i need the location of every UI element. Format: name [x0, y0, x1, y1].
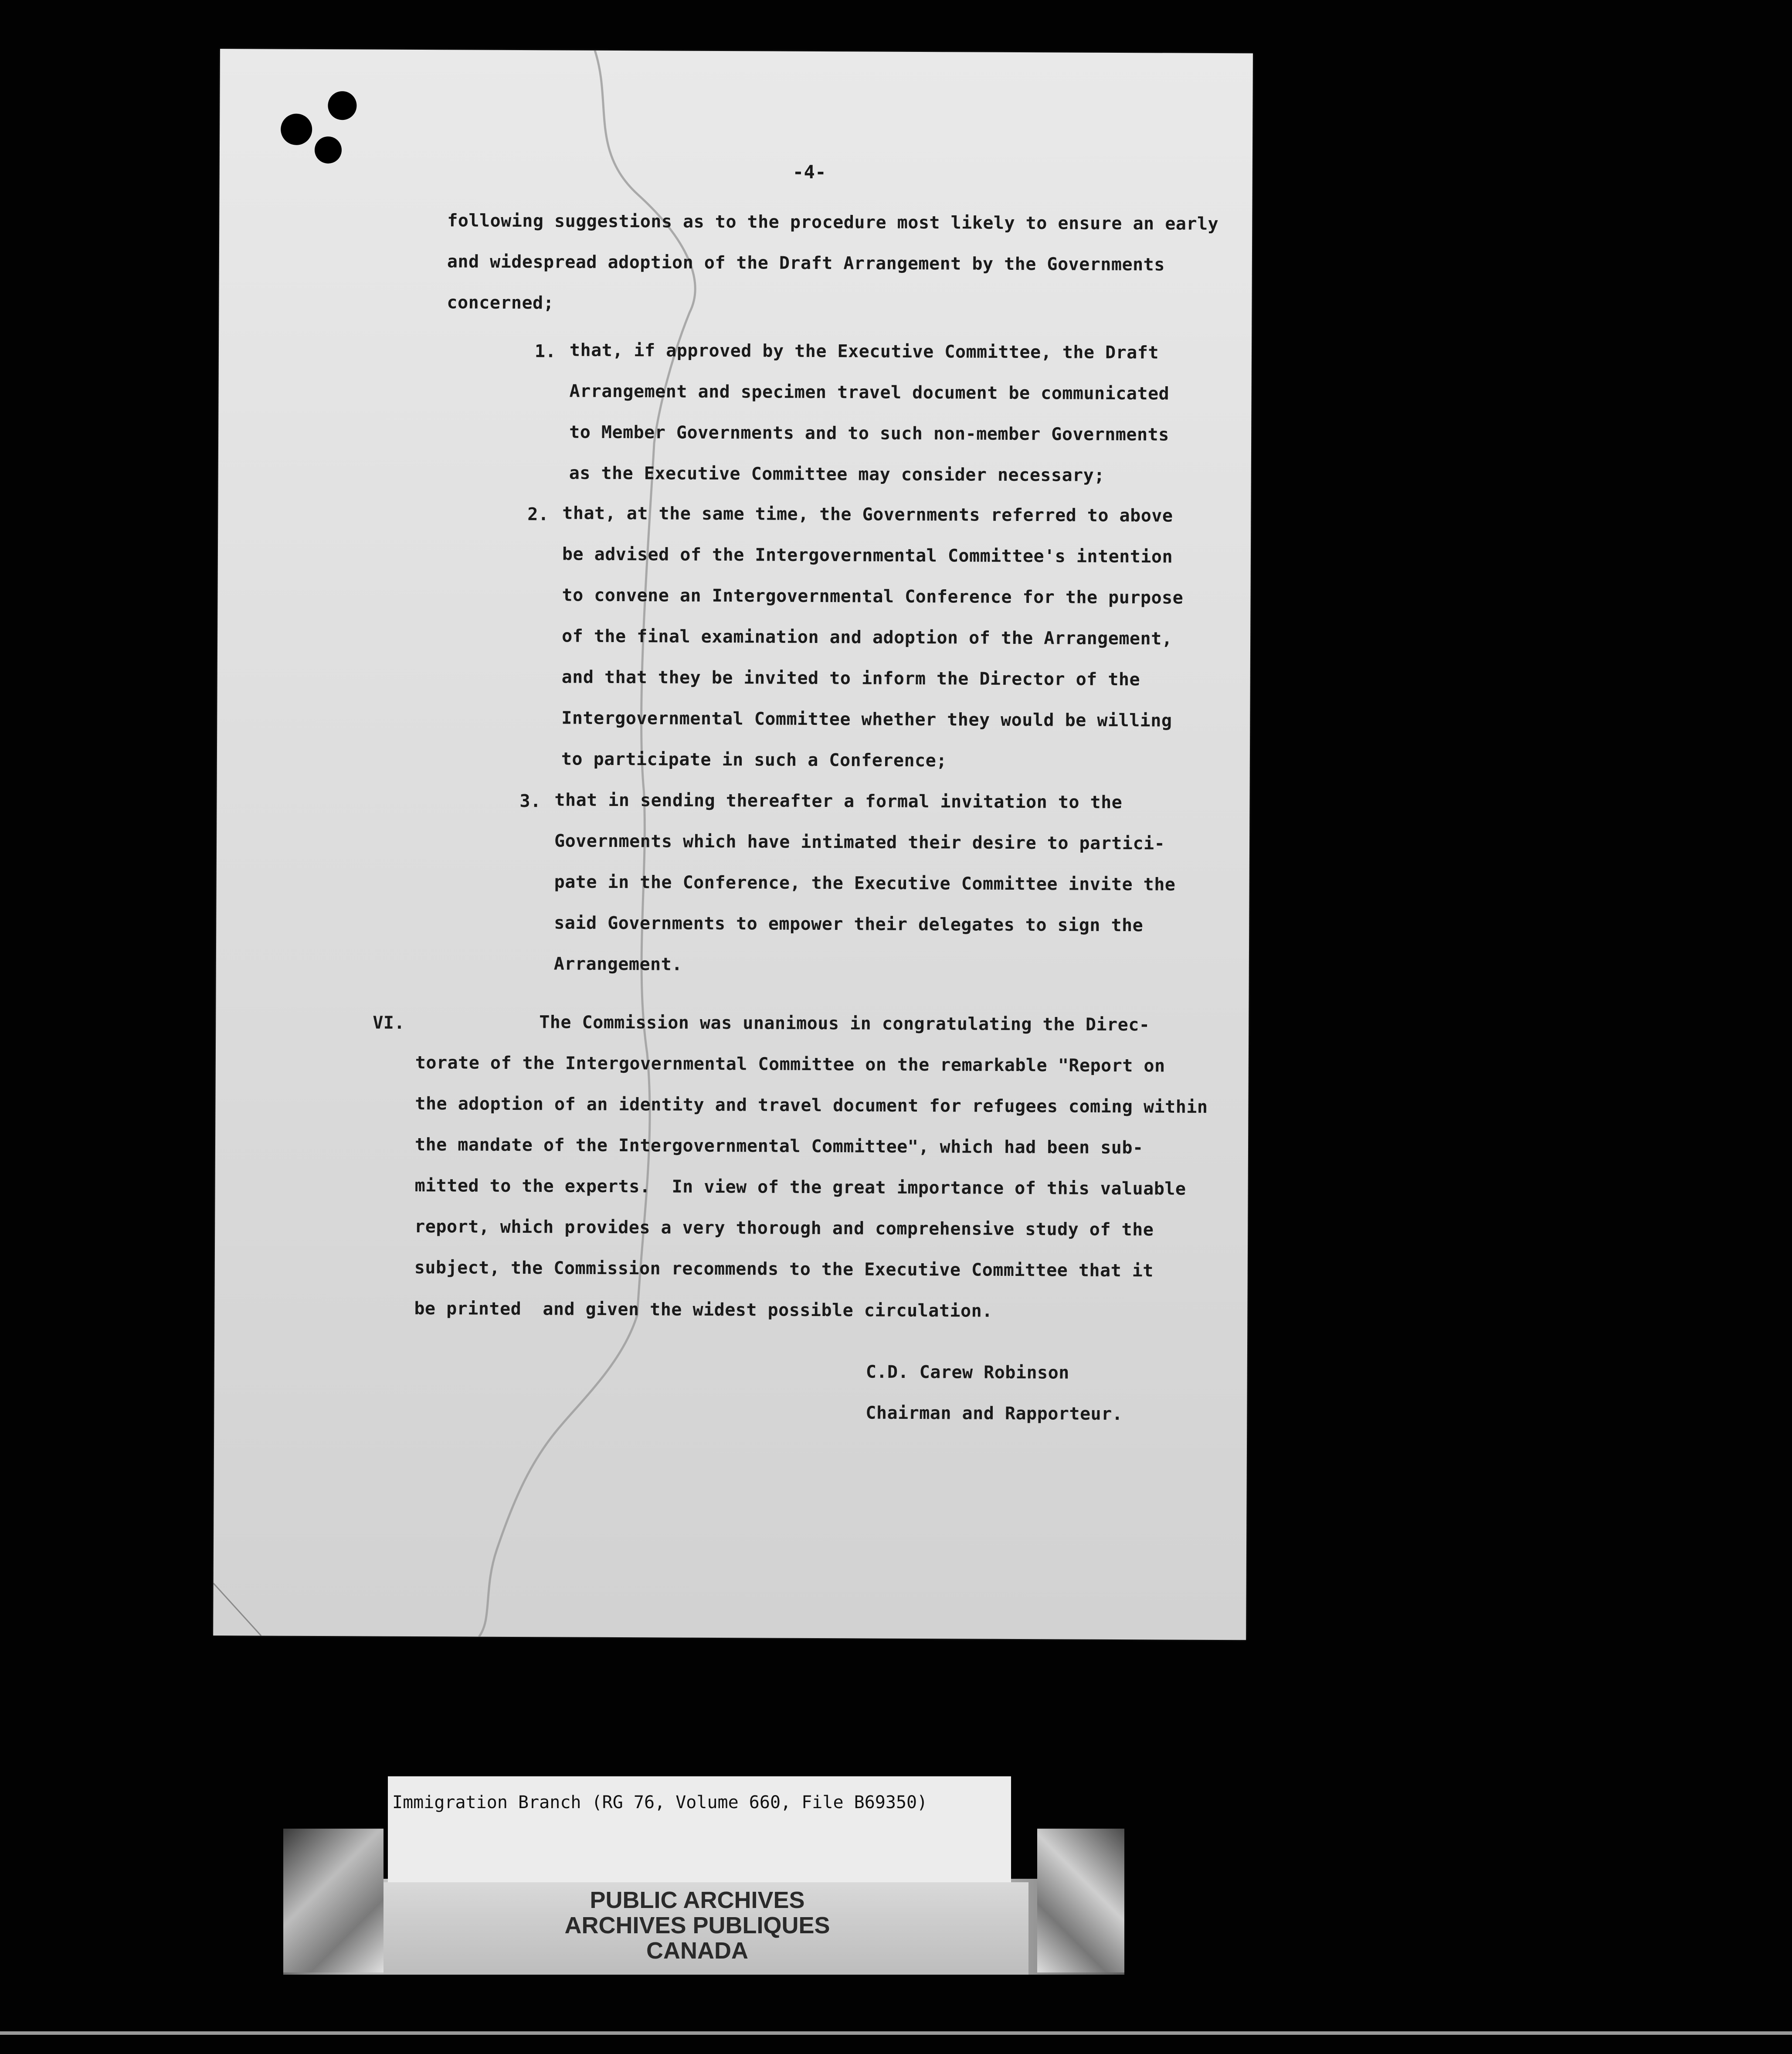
signatory-title: Chairman and Rapporteur. [865, 1403, 1123, 1425]
archive-label-edge [283, 1829, 384, 1972]
signatory-name: C.D. Carew Robinson [865, 1362, 1069, 1383]
punch-hole [315, 136, 342, 163]
archive-label-edge [1037, 1829, 1124, 1972]
intro-line: and widespread adoption of the Draft Arrangement by the Governments [447, 252, 1165, 275]
item-line: to participate in such a Conference; [561, 749, 947, 771]
section-line: torate of the Intergovernmental Committee on the remarkable "Report on [415, 1052, 1165, 1076]
item-line: said Governments to empower their delegates to sign the [554, 913, 1144, 936]
item-line: as the Executive Committee may consider necessary; [569, 463, 1105, 486]
item-line: and that they be invited to inform the Director of the [561, 667, 1140, 690]
item-line: of the final examination and adoption of the Arrangement, [562, 626, 1173, 649]
archive-stamp-line: PUBLIC ARCHIVES [590, 1887, 805, 1913]
typed-document-page [213, 49, 1253, 1640]
section-line: report, which provides a very thorough and comprehensive study of the [414, 1216, 1154, 1240]
section-line: be printed and given the widest possible circulation. [414, 1298, 993, 1321]
section-line: mitted to the experts. In view of the great importance of this valuable [414, 1175, 1186, 1199]
section-line: the mandate of the Intergovernmental Committee", which had been sub- [414, 1134, 1144, 1158]
section-line: the adoption of an identity and travel document for refugees coming within [415, 1093, 1208, 1117]
section-line: The Commission was unanimous in congratulating the Direc- [539, 1012, 1150, 1035]
item-line: Governments which have intimated their desire to partici- [554, 831, 1165, 854]
item-line: to convene an Intergovernmental Conference for the purpose [562, 585, 1184, 608]
item-line: that, at the same time, the Governments referred to above [562, 503, 1173, 526]
section-number: VI. [373, 1013, 405, 1033]
archive-stamp-line: ARCHIVES PUBLIQUES [564, 1912, 830, 1938]
intro-line: concerned; [447, 292, 554, 313]
item-number: 1. [534, 341, 557, 362]
punch-hole [328, 91, 356, 120]
item-number: 2. [527, 504, 549, 525]
item-line: that in sending thereafter a formal invitation to the [554, 790, 1123, 813]
item-line: that, if approved by the Executive Committee, the Draft [569, 340, 1159, 363]
item-line: Intergovernmental Committee whether they would be willing [561, 708, 1172, 731]
archive-reference: Immigration Branch (RG 76, Volume 660, File B69350) [392, 1792, 928, 1813]
item-line: pate in the Conference, the Executive Committee invite the [554, 872, 1176, 895]
intro-line: following suggestions as to the procedure most likely to ensure an early [447, 211, 1219, 235]
item-line: be advised of the Intergovernmental Committee's intention [562, 544, 1173, 567]
item-line: Arrangement and specimen travel document be communicated [569, 381, 1170, 404]
punch-hole [281, 114, 312, 145]
item-line: to Member Governments and to such non-member Governments [569, 422, 1169, 445]
item-number: 3. [519, 791, 541, 812]
archive-stamp [506, 1887, 889, 1963]
item-line: Arrangement. [553, 954, 682, 975]
archive-stamp-line: CANADA [646, 1938, 748, 1964]
section-line: subject, the Commission recommends to the Executive Committee that it [414, 1257, 1154, 1281]
page-number: -4- [792, 161, 827, 183]
film-edge [0, 2031, 1792, 2035]
